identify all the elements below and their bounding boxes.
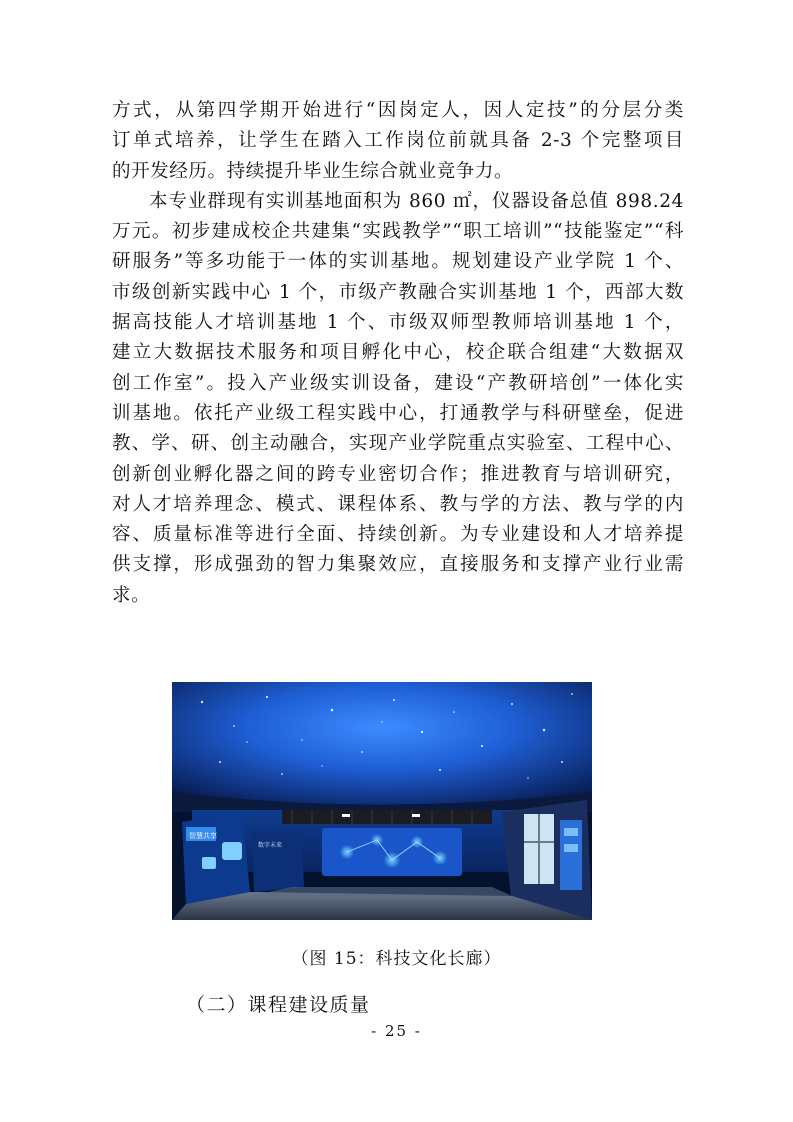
text-line: 据高技能人才培训基地 1 个、市级双师型教师培训基地 1 个， xyxy=(112,312,684,334)
text-line: 研服务”等多功能于一体的实训基地。规划建设产业学院 1 个、 xyxy=(112,251,684,273)
paragraph-start-line: 本专业群现有实训基地面积为 860 ㎡，仪器设备总值 898.24 xyxy=(149,190,684,212)
text-line: 市级创新实践中心 1 个，市级产教融合实训基地 1 个，西部大数 xyxy=(112,281,684,303)
section-heading: （二）课程建设质量 xyxy=(186,994,371,1016)
sign-left: 智慧共享 xyxy=(189,832,217,840)
text-line: 建立大数据技术服务和项目孵化中心，校企联合组建“大数据双 xyxy=(112,342,684,364)
text-line: 万元。初步建成校企共建集“实践教学”“职工培训”“技能鉴定”“科 xyxy=(112,221,684,243)
text-line: 求。 xyxy=(112,584,151,606)
starry-ceiling xyxy=(172,682,592,812)
text-line: 对人才培养理念、模式、课程体系、教与学的方法、教与学的内 xyxy=(112,493,684,515)
text-line: 创工作室”。投入产业级实训设备，建设“产教研培创”一体化实 xyxy=(112,372,684,394)
text-line: 订单式培养，让学生在踏入工作岗位前就具备 2-3 个完整项目 xyxy=(112,130,684,152)
text-line: 的开发经历。持续提升毕业生综合就业竞争力。 xyxy=(112,160,514,182)
figure-caption: （图 15：科技文化长廊） xyxy=(291,949,502,969)
page-number: - 25 - xyxy=(371,1022,422,1040)
text-line: 教、学、研、创主动融合，实现产业学院重点实验室、工程中心、 xyxy=(112,433,684,455)
text-line: 创新创业孵化器之间的跨专业密切合作；推进教育与培训研究， xyxy=(112,463,684,485)
sign-mid: 数字未来 xyxy=(258,842,283,849)
body-text xyxy=(112,96,684,611)
corridor-photo xyxy=(172,682,592,920)
text-line: 容、质量标准等进行全面、持续创新。为专业建设和人才培养提 xyxy=(112,524,684,546)
text-line: 供支撑，形成强劲的智力集聚效应，直接服务和支撑产业行业需 xyxy=(112,554,684,576)
text-line: 方式，从第四学期开始进行“因岗定人，因人定技”的分层分类 xyxy=(112,100,684,121)
text-line: 训基地。依托产业级工程实践中心，打通教学与科研壁垒，促进 xyxy=(112,402,684,424)
